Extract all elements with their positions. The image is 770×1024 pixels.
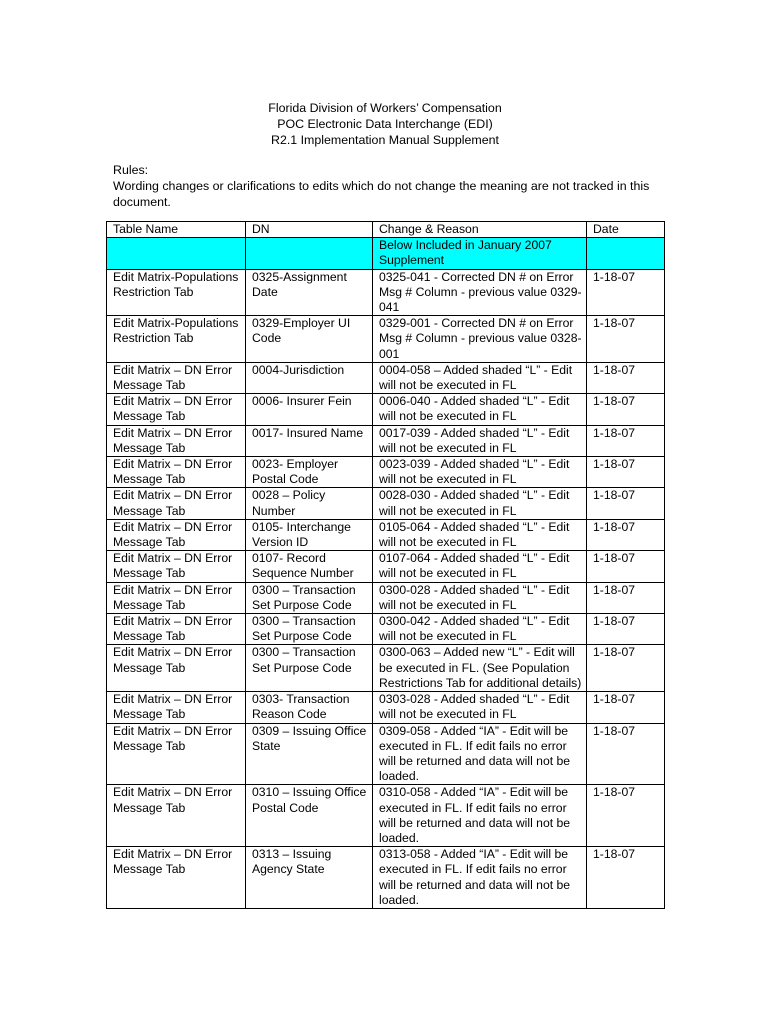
table-row [107, 488, 665, 519]
cell-dn: 0107- Record Sequence Number [246, 551, 373, 582]
table-row [107, 425, 665, 456]
table-row [107, 723, 665, 785]
cell-date: 1-18-07 [587, 362, 665, 393]
header-line-2: POC Electronic Data Interchange (EDI) [277, 117, 493, 131]
cell-dn: 0303- Transaction Reason Code [246, 692, 373, 723]
cell-change-reason: 0303-028 - Added shaded “L” - Edit will not be executed in FL [373, 692, 587, 723]
table-row [107, 582, 665, 613]
rules-text: Wording changes or clarifications to edits which do not change the meaning are not tracked in this document. [113, 179, 650, 209]
cell-table-name: Edit Matrix – DN Error Message Tab [107, 614, 246, 645]
cell-change-reason: 0105-064 - Added shaded “L” - Edit will not be executed in FL [373, 519, 587, 550]
cell-dn: 0006- Insurer Fein [246, 394, 373, 425]
cell-table-name: Edit Matrix – DN Error Message Tab [107, 785, 246, 847]
table-row [107, 362, 665, 393]
cell-table-name: Edit Matrix – DN Error Message Tab [107, 488, 246, 519]
cell-date: 1-18-07 [587, 519, 665, 550]
table-row [107, 785, 665, 847]
cell-change-reason: 0300-028 - Added shaded “L” - Edit will not be executed in FL [373, 582, 587, 613]
cell-dn: 0105- Interchange Version ID [246, 519, 373, 550]
header-line-3: R2.1 Implementation Manual Supplement [271, 133, 499, 147]
table-row [107, 457, 665, 488]
cell-date: 1-18-07 [587, 551, 665, 582]
cell-dn: 0309 – Issuing Office State [246, 723, 373, 785]
cell-table-name: Edit Matrix – DN Error Message Tab [107, 394, 246, 425]
changes-table [106, 221, 665, 909]
table-row [107, 519, 665, 550]
table-header-row [107, 222, 665, 238]
cell-table-name: Edit Matrix – DN Error Message Tab [107, 723, 246, 785]
column-header-dn: DN [246, 222, 373, 238]
highlight-row [107, 238, 665, 269]
column-header-table-name: Table Name [107, 222, 246, 238]
cell-date: 1-18-07 [587, 269, 665, 316]
cell-dn: 0028 – Policy Number [246, 488, 373, 519]
cell-dn: 0310 – Issuing Office Postal Code [246, 785, 373, 847]
cell-date: 1-18-07 [587, 847, 665, 909]
cell-date: 1-18-07 [587, 488, 665, 519]
cell-dn: 0329-Employer UI Code [246, 316, 373, 363]
cell-table-name: Edit Matrix – DN Error Message Tab [107, 847, 246, 909]
cell-dn: 0017- Insured Name [246, 425, 373, 456]
cell-table-name: Edit Matrix – DN Error Message Tab [107, 551, 246, 582]
table-row [107, 394, 665, 425]
cell-date: 1-18-07 [587, 614, 665, 645]
cell-table-name: Edit Matrix – DN Error Message Tab [107, 425, 246, 456]
cell-date: 1-18-07 [587, 723, 665, 785]
table-row [107, 551, 665, 582]
cell-table-name: Edit Matrix – DN Error Message Tab [107, 645, 246, 692]
cell-change-reason: 0300-063 – Added new “L” - Edit will be executed in FL. (See Population Restrictions Tab for additional details) [373, 645, 587, 692]
cell-table-name: Edit Matrix-Populations Restriction Tab [107, 269, 246, 316]
cell-change-reason: 0006-040 - Added shaded “L” - Edit will not be executed in FL [373, 394, 587, 425]
cell-dn: 0023- Employer Postal Code [246, 457, 373, 488]
cell-date: 1-18-07 [587, 457, 665, 488]
cell-table-name: Edit Matrix – DN Error Message Tab [107, 692, 246, 723]
cell-table-name: Edit Matrix – DN Error Message Tab [107, 457, 246, 488]
cell-date: 1-18-07 [587, 785, 665, 847]
table-cell [587, 238, 665, 269]
table-row [107, 316, 665, 363]
cell-change-reason: 0309-058 - Added “IA” - Edit will be executed in FL. If edit fails no error will be returned and data will not be loaded. [373, 723, 587, 785]
cell-change-reason: 0300-042 - Added shaded “L” - Edit will not be executed in FL [373, 614, 587, 645]
table-row [107, 847, 665, 909]
cell-change-reason: 0028-030 - Added shaded “L” - Edit will not be executed in FL [373, 488, 587, 519]
table-cell: Below Included in January 2007 Supplement [373, 238, 587, 269]
cell-table-name: Edit Matrix – DN Error Message Tab [107, 362, 246, 393]
cell-date: 1-18-07 [587, 316, 665, 363]
cell-table-name: Edit Matrix – DN Error Message Tab [107, 582, 246, 613]
cell-change-reason: 0107-064 - Added shaded “L” - Edit will not be executed in FL [373, 551, 587, 582]
table-cell [107, 238, 246, 269]
cell-change-reason: 0310-058 - Added “IA” - Edit will be executed in FL. If edit fails no error will be returned and data will not be loaded. [373, 785, 587, 847]
cell-change-reason: 0313-058 - Added “IA” - Edit will be executed in FL. If edit fails no error will be returned and data will not be loaded. [373, 847, 587, 909]
table-row [107, 614, 665, 645]
cell-date: 1-18-07 [587, 645, 665, 692]
table-row [107, 269, 665, 316]
cell-dn: 0004-Jurisdiction [246, 362, 373, 393]
rules-section [113, 162, 653, 210]
column-header-change-reason: Change & Reason [373, 222, 587, 238]
cell-table-name: Edit Matrix – DN Error Message Tab [107, 519, 246, 550]
cell-table-name: Edit Matrix-Populations Restriction Tab [107, 316, 246, 363]
cell-change-reason: 0017-039 - Added shaded “L” - Edit will not be executed in FL [373, 425, 587, 456]
header-line-1: Florida Division of Workers’ Compensation [268, 101, 502, 115]
cell-change-reason: 0329-001 - Corrected DN # on Error Msg # Column - previous value 0328-001 [373, 316, 587, 363]
cell-date: 1-18-07 [587, 692, 665, 723]
document-header [0, 100, 770, 148]
cell-change-reason: 0023-039 - Added shaded “L” - Edit will not be executed in FL [373, 457, 587, 488]
cell-dn: 0300 – Transaction Set Purpose Code [246, 582, 373, 613]
cell-change-reason: 0004-058 – Added shaded “L” - Edit will not be executed in FL [373, 362, 587, 393]
cell-dn: 0325-Assignment Date [246, 269, 373, 316]
cell-dn: 0300 – Transaction Set Purpose Code [246, 645, 373, 692]
cell-dn: 0300 – Transaction Set Purpose Code [246, 614, 373, 645]
cell-date: 1-18-07 [587, 425, 665, 456]
cell-change-reason: 0325-041 - Corrected DN # on Error Msg # Column - previous value 0329-041 [373, 269, 587, 316]
table-row [107, 692, 665, 723]
table-row [107, 645, 665, 692]
cell-date: 1-18-07 [587, 394, 665, 425]
cell-dn: 0313 – Issuing Agency State [246, 847, 373, 909]
table-cell [246, 238, 373, 269]
column-header-date: Date [587, 222, 665, 238]
rules-label: Rules: [113, 163, 149, 177]
cell-date: 1-18-07 [587, 582, 665, 613]
